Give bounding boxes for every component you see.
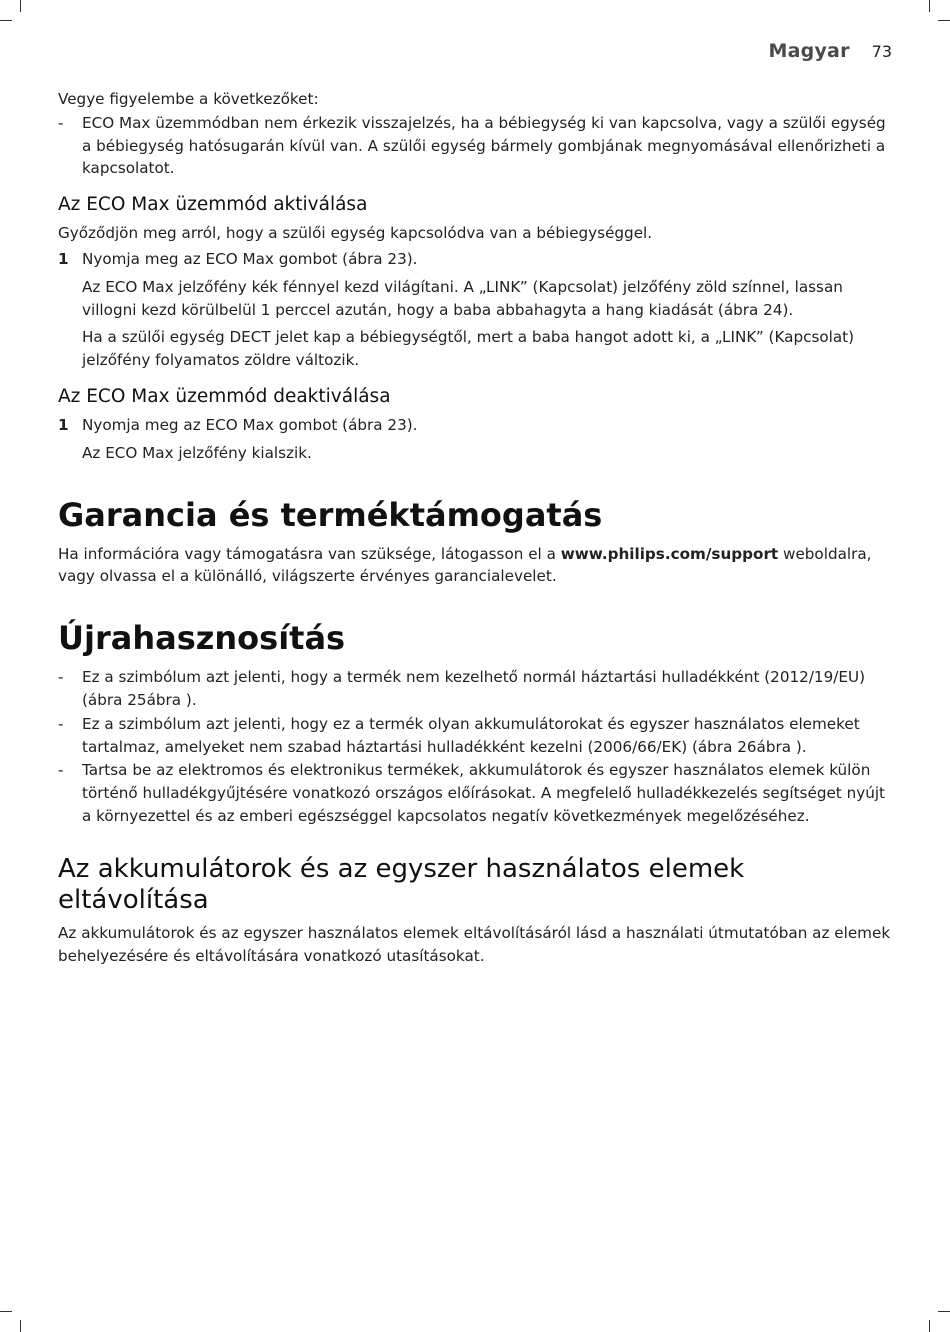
step-number: 1 bbox=[58, 415, 69, 434]
eco-activate-step bbox=[58, 248, 898, 271]
crop-mark-bottom-left-h bbox=[0, 1311, 12, 1312]
warranty-heading: Garancia és terméktámogatás bbox=[58, 495, 603, 534]
recycling-item-text: Tartsa be az elektromos és elektronikus termékek, akkumulátorok és egyszer használatos elemek külön történő hulladékgyűjtésére vonatkozó országos előírásokat. A megfelelő hulladékkezelés segítséget nyújt a környezettel és az emberi egészséggel kapcsolatos negatív következmények megelőzéséhez. bbox=[82, 761, 885, 825]
warranty-text-after: weboldalra, vagy olvassa el a különálló, világszerte érvényes garancialevelet. bbox=[58, 544, 872, 586]
crop-mark-bottom-right-v bbox=[929, 1320, 930, 1332]
warranty-text bbox=[58, 543, 898, 589]
warranty-text-before: Ha információra vagy támogatásra van szüksége, látogasson el a bbox=[58, 544, 561, 563]
support-link[interactable]: www.philips.com/support bbox=[560, 544, 779, 563]
eco-activate-text: Győződjön meg arról, hogy a szülői egység kapcsolódva van a bébiegységgel. bbox=[58, 224, 653, 243]
crop-mark-bottom-left-v bbox=[20, 1320, 21, 1332]
intro-bullet bbox=[58, 112, 898, 180]
intro-note: Vegye figyelembe a következőket: bbox=[58, 90, 319, 108]
removal-heading: Az akkumulátorok és az egyszer használatos elemek eltávolítása bbox=[58, 853, 745, 915]
step-text: Nyomja meg az ECO Max gombot (ábra 23). bbox=[82, 249, 418, 268]
intro-bullet-text: ECO Max üzemmódban nem érkezik visszajelzés, ha a bébiegység ki van kapcsolva, vagy a szülői egység a bébiegység hatósugarán kívül van. A szülői egység bármely gombjának megnyomásával ellenőrizheti a kapcsolatot. bbox=[82, 113, 886, 178]
removal-text: Az akkumulátorok és az egyszer használatos elemek eltávolításáról lásd a használati útmutatóban az elemek behelyezésére és eltávolítására vonatkozó utasításokat. bbox=[58, 923, 891, 965]
crop-mark-top-left-v bbox=[20, 0, 21, 12]
recycling-item-text: Ez a szimbólum azt jelenti, hogy ez a termék olyan akkumulátorokat és egyszer használatos elemeket tartalmaz, amelyeket nem szabad háztartási hulladékként kezelni (2006/66/EK) (ábra 26ábra ). bbox=[82, 714, 860, 756]
recycling-heading: Újrahasznosítás bbox=[58, 619, 346, 658]
recycling-item bbox=[58, 666, 898, 712]
eco-deactivate-heading: Az ECO Max üzemmód deaktiválása bbox=[58, 385, 391, 407]
page-number: 73 bbox=[871, 42, 892, 61]
page-content bbox=[58, 88, 898, 967]
eco-deactivate-step bbox=[58, 414, 898, 437]
dash-marker: - bbox=[58, 714, 64, 733]
recycling-item bbox=[58, 759, 898, 827]
eco-deactivate-result: Az ECO Max jelzőfény kialszik. bbox=[82, 443, 312, 462]
dash-marker: - bbox=[58, 113, 64, 132]
eco-activate-result-1: Az ECO Max jelzőfény kék fénnyel kezd világítani. A „LINK” (Kapcsolat) jelzőfény zöld színnel, lassan villogni kezd körülbelül 1 perccel azután, hogy a baba abbahagyta a hang kiadását (ábra 24). bbox=[82, 277, 843, 319]
page-header bbox=[769, 40, 892, 62]
dash-marker: - bbox=[58, 668, 64, 687]
step-text: Nyomja meg az ECO Max gombot (ábra 23). bbox=[82, 415, 418, 434]
eco-activate-result-2: Ha a szülői egység DECT jelet kap a bébiegységtől, mert a baba hangot adott ki, a „LINK” (Kapcsolat) jelzőfény folyamatos zöldre változik. bbox=[82, 328, 855, 370]
crop-mark-top-right-h bbox=[938, 20, 950, 21]
crop-mark-top-left-h bbox=[0, 20, 12, 21]
recycling-item-text: Ez a szimbólum azt jelenti, hogy a termék nem kezelhető normál háztartási hulladékként (2012/19/EU) (ábra 25ábra ). bbox=[82, 668, 866, 709]
recycling-item bbox=[58, 713, 898, 759]
dash-marker: - bbox=[58, 761, 64, 780]
crop-mark-bottom-right-h bbox=[938, 1311, 950, 1312]
eco-activate-heading: Az ECO Max üzemmód aktiválása bbox=[58, 194, 368, 216]
crop-mark-top-right-v bbox=[929, 0, 930, 12]
language-label: Magyar bbox=[768, 40, 850, 62]
step-number: 1 bbox=[58, 249, 69, 268]
